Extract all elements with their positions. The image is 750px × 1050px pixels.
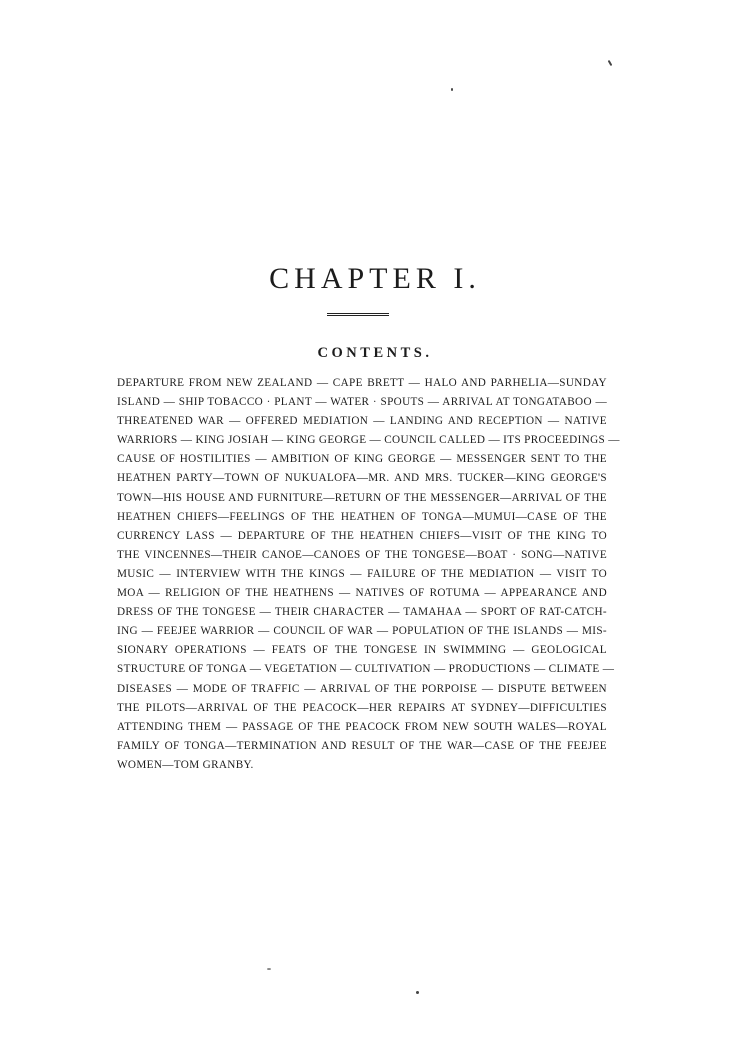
contents-line: THREATENED WAR — OFFERED MEDIATION — LANDING AND RECEPTION — NATIVE <box>117 415 607 428</box>
contents-line: MUSIC — INTERVIEW WITH THE KINGS — FAILURE OF THE MEDIATION — VISIT TO <box>117 567 607 580</box>
chapter-title: CHAPTER I. <box>269 262 481 295</box>
contents-line: DEPARTURE FROM NEW ZEALAND — CAPE BRETT — HALO AND PARHELIA—SUNDAY <box>117 377 607 389</box>
contents-line: CURRENCY LASS — DEPARTURE OF THE HEATHEN CHIEFS—VISIT OF THE KING TO <box>117 529 607 542</box>
title-divider <box>327 313 389 314</box>
contents-line: HEATHEN CHIEFS—FEELINGS OF THE HEATHEN OF TONGA—MUMUI—CASE OF THE <box>117 510 607 523</box>
contents-line: SIONARY OPERATIONS — FEATS OF THE TONGESE IN SWIMMING — GEOLOGICAL <box>117 644 607 657</box>
contents-summary <box>117 374 620 775</box>
contents-line: HEATHEN PARTY—TOWN OF NUKUALOFA—MR. AND MRS. TUCKER—KING GEORGE'S <box>117 472 607 485</box>
title-divider-second <box>327 315 389 316</box>
ink-speck <box>416 991 419 994</box>
contents-line: DISEASES — MODE OF TRAFFIC — ARRIVAL OF THE PORPOISE — DISPUTE BETWEEN <box>117 682 607 695</box>
contents-line: ISLAND — SHIP TOBACCO · PLANT — WATER · SPOUTS — ARRIVAL AT TONGATABOO — <box>117 396 607 409</box>
ink-speck <box>608 60 613 66</box>
contents-line: THE VINCENNES—THEIR CANOE—CANOES OF THE TONGESE—BOAT · SONG—NATIVE <box>117 548 607 561</box>
contents-line: FAMILY OF TONGA—TERMINATION AND RESULT OF THE WAR—CASE OF THE FEEJEE <box>117 739 607 752</box>
contents-line: ATTENDING THEM — PASSAGE OF THE PEACOCK FROM NEW SOUTH WALES—ROYAL <box>117 720 607 733</box>
contents-line: CAUSE OF HOSTILITIES — AMBITION OF KING GEORGE — MESSENGER SENT TO THE <box>117 453 607 466</box>
contents-line: STRUCTURE OF TONGA — VEGETATION — CULTIVATION — PRODUCTIONS — CLIMATE — <box>117 663 615 676</box>
contents-line: WOMEN—TOM GRANBY. <box>117 758 254 771</box>
contents-line: ING — FEEJEE WARRIOR — COUNCIL OF WAR — POPULATION OF THE ISLANDS — MIS- <box>117 625 607 638</box>
contents-line: MOA — RELIGION OF THE HEATHENS — NATIVES OF ROTUMA — APPEARANCE AND <box>117 587 607 600</box>
contents-heading: CONTENTS. <box>317 345 433 361</box>
contents-line: THE PILOTS—ARRIVAL OF THE PEACOCK—HER REPAIRS AT SYDNEY—DIFFICULTIES <box>117 701 607 714</box>
contents-line: TOWN—HIS HOUSE AND FURNITURE—RETURN OF THE MESSENGER—ARRIVAL OF THE <box>117 491 607 504</box>
contents-line: WARRIORS — KING JOSIAH — KING GEORGE — COUNCIL CALLED — ITS PROCEEDINGS — <box>117 434 620 447</box>
ink-speck <box>451 88 453 91</box>
contents-line: DRESS OF THE TONGESE — THEIR CHARACTER — TAMAHAA — SPORT OF RAT-CATCH- <box>117 606 607 619</box>
ink-speck <box>267 968 271 970</box>
